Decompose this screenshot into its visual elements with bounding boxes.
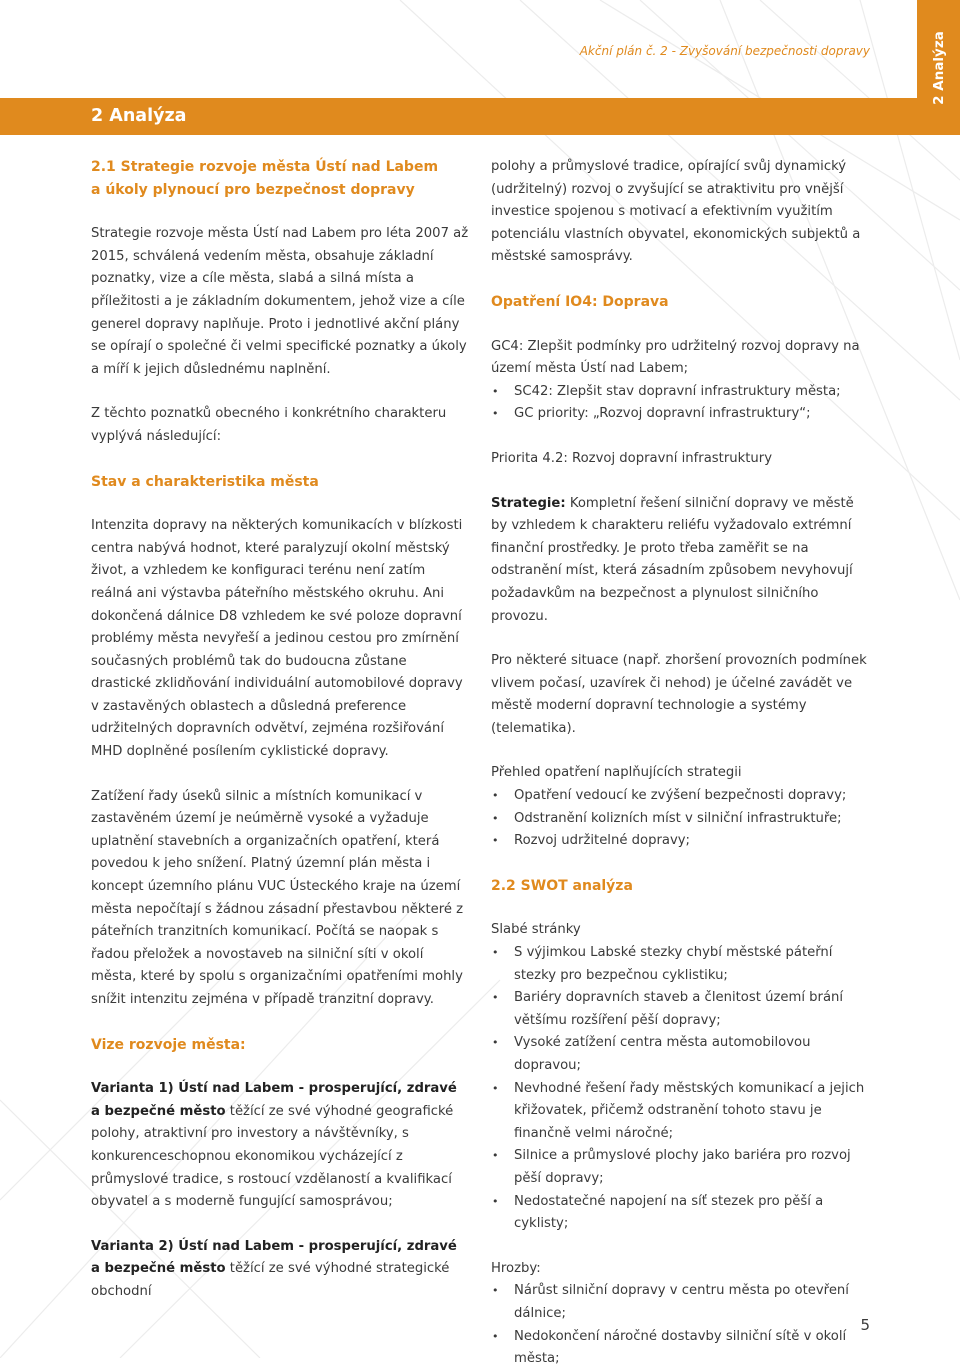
vize-heading: Vize rozvoje města: xyxy=(91,1036,246,1053)
page-number: 5 xyxy=(860,1316,870,1334)
left-column xyxy=(91,156,469,1304)
list-item: • GC priority: „Rozvoj dopravní infrastruktury“; xyxy=(491,403,869,426)
list-item: • Nedokončení náročné dostavby silniční sítě v okolí města; xyxy=(491,1326,869,1371)
slabe-stranky-label: Slabé stránky xyxy=(491,922,581,938)
section-heading-line-1: 2.1 Strategie rozvoje města Ústí nad Labem xyxy=(91,159,439,175)
strategie-text: Kompletní řešení silniční dopravy ve městě by vzhledem k charakteru reliéfu vyžadovalo extrémní finanční prostředky. Je proto třeba zaměřit se na odstranění míst, která zásadním způsobem nevyhovují požadavkům na bezpečnost a plynulost silničního provozu. xyxy=(491,495,854,624)
varianta-2-text: těžící ze své výhodné strategické obchodní xyxy=(91,1261,450,1299)
gc4-paragraph: GC4: Zlepšit podmínky pro udržitelný rozvoj dopravy na území města Ústí nad Labem; xyxy=(491,338,860,377)
opatreni-heading: Opatření IO4: Doprava xyxy=(491,293,669,310)
side-chapter-tab-label: 2 Analýza xyxy=(930,30,947,105)
prehled-list xyxy=(491,785,869,853)
situace-paragraph: Pro některé situace (např. zhoršení provozních podmínek vlivem počasí, uzavírek či nehod) je účelné zavádět ve městě moderní dopravní technologie a systémy (telematika). xyxy=(491,653,867,736)
stav-paragraph-2: Zatížení řady úseků silnic a místních komunikací v zastavěném území je neúměrně vysoké a vyžaduje uplatnění stavebních a organizačních opatření, která povedou k jeho snížení. Platný územní plán města i koncept územního plánu VUC Ústeckého kraje na území města nepočítají s žádnou zásadní přestavbou některé z páteřních tranzitních komunikací. Počítá se naopak s řadou přeložek a novostaveb na silniční síti v okolí města, které by spolu s organizačními opatřeními mohly snížit intenzitu zejména v případě tranzitní dopravy. xyxy=(91,788,464,1007)
list-item: • Silnice a průmyslové plochy jako bariéra pro rozvoj pěší dopravy; xyxy=(491,1145,869,1190)
varianta-1-title: Varianta 1) Ústí nad Labem - prosperující, zdravé a bezpečné město xyxy=(91,1081,457,1119)
priorita-paragraph: Priorita 4.2: Rozvoj dopravní infrastruktury xyxy=(491,450,773,466)
hrozby-list xyxy=(491,1280,869,1370)
right-column xyxy=(491,156,869,1371)
section-heading xyxy=(91,156,469,201)
list-item: • SC42: Zlepšit stav dopravní infrastruktury města; xyxy=(491,381,869,404)
hrozby-label: Hrozby: xyxy=(491,1260,541,1276)
continued-paragraph: polohy a průmyslové tradice, opírající svůj dynamický (udržitelný) rozvoj o zvyšující se atraktivitu pro vnější investice spojenou s motivací a efektivním využitím potenciálu vlastních obyvatel, ekonomických subjektů a městské samosprávy. xyxy=(491,159,861,265)
list-item: • Opatření vedoucí ke zvýšení bezpečnosti dopravy; xyxy=(491,785,869,808)
varianta-1-paragraph xyxy=(91,1078,469,1214)
list-item: • Nárůst silniční dopravy v centru města po otevření dálnice; xyxy=(491,1280,869,1325)
list-item: • Vysoké zatížení centra města automobilovou dopravou; xyxy=(491,1032,869,1077)
intro-paragraph-2: Z těchto poznatků obecného i konkrétního charakteru vyplývá následující: xyxy=(91,406,447,444)
chapter-title: 2 Analýza xyxy=(91,106,187,126)
varianta-2-title: Varianta 2) Ústí nad Labem - prosperující, zdravé a bezpečné město xyxy=(91,1238,457,1277)
list-item: • Rozvoj udržitelné dopravy; xyxy=(491,830,869,853)
stav-paragraph-1: Intenzita dopravy na některých komunikacích v blízkosti centra nabývá hodnot, které paralyzují okolní městský život, a vzhledem ke konfiguraci terénu není zatím reálná ani výstavba páteřního městského okruhu. Ani dokončená dálnice D8 vzhledem ke své poloze dopravní problémy města nevyřeší a jedinou cestou pro zmírnění současných problémů tak do budoucna zůstane drastické zklidňování individuální automobilové dopravy v zastavěných oblastech a důsledná preference udržitelných dopravních odvětví, zejména rozšiřování MHD doplněné posílením cyklistické dopravy. xyxy=(91,518,463,760)
intro-paragraph-1: Strategie rozvoje města Ústí nad Labem pro léta 2007 až 2015, schválená vedením města, obsahuje základní poznatky, vize a cíle města, slabá a silná místa a příležitosti a je základním dokumentem, jehož vize a cíle generel dopravy naplňuje. Proto i jednotlivé akční plány se opírají o společné či velmi specifické poznatky a úkoly a míří k jejich důslednému naplnění. xyxy=(91,226,469,377)
chapter-title-bar xyxy=(0,98,917,135)
slabe-stranky-list xyxy=(491,942,869,1236)
varianta-1-text: těžící ze své výhodné geografické polohy, atraktivní pro investory a návštěvníky, s konkurenceschopnou ekonomikou vycházející z průmyslové tradice, s rostoucí vzdělaností a kvalifikací obyvatel a s moderně fungující samosprávou; xyxy=(91,1103,454,1210)
running-header-title: Akční plán č. 2 - Zvyšování bezpečnosti dopravy xyxy=(579,44,870,58)
list-item: • S výjimkou Labské stezky chybí městské páteřní stezky pro bezpečnou cyklistiku; xyxy=(491,942,869,987)
list-item: • Nevhodné řešení řady městských komunikací a jejich křižovatek, přičemž odstranění tohoto stavu je finančně velmi náročné; xyxy=(491,1078,869,1146)
gc4-list xyxy=(491,381,869,426)
strategie-label: Strategie: xyxy=(491,495,566,511)
varianta-2-paragraph xyxy=(91,1236,469,1304)
side-chapter-tab xyxy=(917,0,960,135)
list-item: • Odstranění kolizních míst v silniční infrastruktuře; xyxy=(491,808,869,831)
list-item: • Nedostatečné napojení na síť stezek pro pěší a cyklisty; xyxy=(491,1191,869,1236)
stav-heading: Stav a charakteristika města xyxy=(91,473,319,490)
section-heading-line-2: a úkoly plynoucí pro bezpečnost dopravy xyxy=(91,181,415,198)
list-item: • Bariéry dopravních staveb a členitost území brání většímu rozšíření pěší dopravy; xyxy=(491,987,869,1032)
swot-heading: 2.2 SWOT analýza xyxy=(491,877,633,894)
strategie-paragraph xyxy=(491,493,869,629)
prehled-label: Přehled opatření naplňujících strategii xyxy=(491,765,742,781)
